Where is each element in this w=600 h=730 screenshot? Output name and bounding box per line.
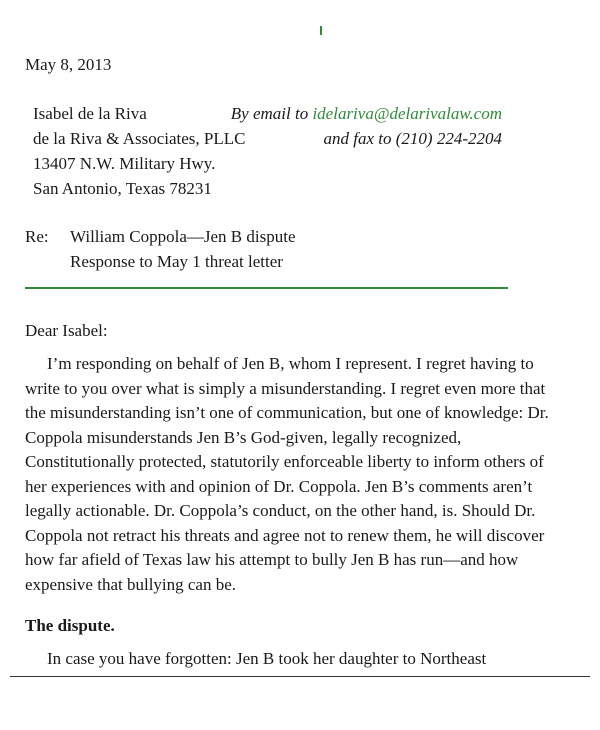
- recipient-city: San Antonio, Texas 78231: [33, 179, 212, 198]
- dispute-paragraph: In case you have forgotten: Jen B took her daughter to Northeast: [47, 649, 487, 668]
- opening-paragraph: [25, 352, 549, 597]
- recipient-firm: de la Riva & Associates, PLLC: [33, 129, 246, 148]
- body-line: how far afield of Texas law his attempt to bully Jen B has run—and how: [25, 550, 519, 569]
- page-bottom-rule: [10, 676, 590, 677]
- letterhead-mark: [320, 26, 322, 35]
- subject-lines: [70, 224, 296, 274]
- header-divider: [25, 287, 508, 289]
- subject-line-2: Response to May 1 threat letter: [70, 252, 283, 271]
- email-prefix: By email to: [230, 104, 313, 123]
- recipient-street: 13407 N.W. Military Hwy.: [33, 154, 216, 173]
- salutation: Dear Isabel:: [25, 321, 108, 340]
- body-line: I’m responding on behalf of Jen B, whom I represent. I regret having to: [47, 354, 534, 373]
- email-link[interactable]: idelariva@delarivalaw.com: [312, 104, 502, 123]
- email-line: [231, 101, 502, 126]
- body-line: Coppola misunderstands Jen B’s God-given, legally recognized,: [25, 427, 462, 447]
- body-line: write to you over what is simply a misunderstanding. I regret even more that: [25, 378, 546, 398]
- fax-line: and fax to (210) 224-2204: [323, 129, 502, 148]
- body-line: expensive that bullying can be.: [25, 574, 237, 594]
- body-line: her experiences with and opinion of Dr. Coppola. Jen B’s comments aren’t: [25, 476, 533, 496]
- subject-label: Re:: [25, 227, 49, 246]
- body-line: the misunderstanding isn’t one of communication, but one of knowledge: Dr.: [25, 403, 549, 422]
- delivery-method: [231, 101, 502, 151]
- letter-date: May 8, 2013: [25, 55, 112, 74]
- recipient-address: [33, 101, 245, 201]
- recipient-name: Isabel de la Riva: [33, 104, 147, 123]
- body-line: Coppola not retract his threats and agree not to renew them, he will discover: [25, 525, 545, 545]
- subject-line-1: William Coppola—Jen B dispute: [70, 227, 296, 246]
- section-heading: The dispute.: [25, 616, 115, 635]
- body-line: legally actionable. Dr. Coppola’s conduct, on the other hand, is. Should Dr.: [25, 501, 536, 520]
- body-line: Constitutionally protected, statutorily enforceable liberty to inform others of: [25, 452, 544, 471]
